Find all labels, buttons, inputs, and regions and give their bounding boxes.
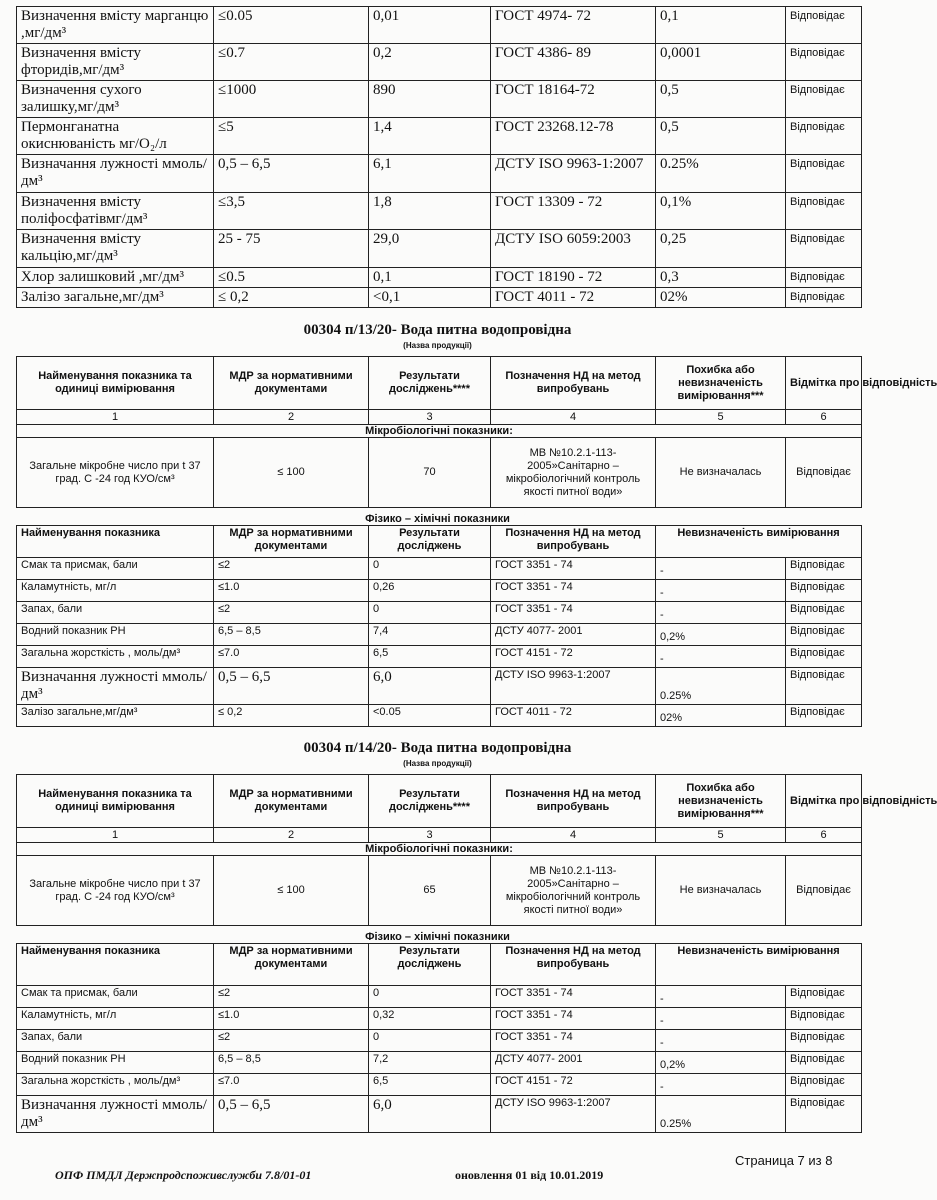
method-value: ГОСТ 3351 - 74 xyxy=(491,986,656,1008)
phys-header-name: Найменування показника xyxy=(17,526,214,558)
micro-ok: Відповідає xyxy=(786,438,862,508)
result-value: 0,1 xyxy=(369,268,491,288)
micro-result: 65 xyxy=(369,856,491,926)
compliance-value: Відповідає xyxy=(786,580,862,602)
method-value: ДСТУ ISO 9963-1:2007 xyxy=(491,1096,656,1133)
table-row xyxy=(17,7,862,44)
compliance-value: Відповідає xyxy=(786,705,862,727)
col-number: 6 xyxy=(786,828,862,843)
uncertainty-value: 0,1 xyxy=(656,7,786,44)
phys-header-result: Результати досліджень xyxy=(369,944,491,986)
mdr-value: ≤2 xyxy=(214,986,369,1008)
indicator-name: Запах, бали xyxy=(17,1030,214,1052)
col-number: 3 xyxy=(369,828,491,843)
compliance-value: Відповідає xyxy=(786,646,862,668)
mdr-value: ≤ 0,2 xyxy=(214,288,369,308)
result-value: 6,0 xyxy=(369,1096,491,1133)
result-value: 0 xyxy=(369,602,491,624)
compliance-value: Відповідає xyxy=(786,118,862,155)
col-header-ok: Відмітка про відповідність xyxy=(786,775,862,828)
phys-header-mdr: МДР за нормативними документами xyxy=(214,944,369,986)
compliance-value: Відповідає xyxy=(786,668,862,705)
micro-mdr: ≤ 100 xyxy=(214,856,369,926)
method-value: ГОСТ 3351 - 74 xyxy=(491,1008,656,1030)
mdr-value: ≤1.0 xyxy=(214,580,369,602)
method-value: ГОСТ 4386- 89 xyxy=(491,44,656,81)
micro-mdr: ≤ 100 xyxy=(214,438,369,508)
indicator-name: Хлор залишковий ,мг/дм³ xyxy=(17,268,214,288)
table-row xyxy=(17,44,862,81)
indicator-name: Визначання лужності ммоль/дм³ xyxy=(17,668,214,705)
section-1-phys-table xyxy=(16,525,862,727)
phys-header-uncert: Невизначеність вимірювання xyxy=(656,944,862,986)
uncertainty-value: 0,25 xyxy=(656,230,786,268)
table-row xyxy=(17,602,862,624)
result-value: 0,2 xyxy=(369,44,491,81)
micro-uncert: Не визначалась xyxy=(656,438,786,508)
col-header-result: Результати досліджень**** xyxy=(369,775,491,828)
method-value: ДСТУ 4077- 2001 xyxy=(491,624,656,646)
micro-section-label: Мікробіологічні показники: xyxy=(17,843,862,856)
col-header-mdr: МДР за нормативними документами xyxy=(214,357,369,410)
col-header-ok: Відмітка про відповідність xyxy=(786,357,862,410)
uncertainty-value: 02% xyxy=(656,705,786,727)
indicator-name: Визначення вмісту поліфосфатівмг/дм³ xyxy=(17,193,214,230)
col-number: 1 xyxy=(17,410,214,425)
phys-header-mdr: МДР за нормативними документами xyxy=(214,526,369,558)
result-value: 6,5 xyxy=(369,646,491,668)
page-number: Страница 7 из 8 xyxy=(735,1153,833,1168)
compliance-value: Відповідає xyxy=(786,268,862,288)
result-value: 0,26 xyxy=(369,580,491,602)
section-2-header-table xyxy=(16,774,937,926)
mdr-value: 0,5 – 6,5 xyxy=(214,155,369,193)
col-header-method: Позначення НД на метод випробувань xyxy=(491,357,656,410)
table-row xyxy=(17,986,862,1008)
uncertainty-value: 0.25% xyxy=(656,1096,786,1133)
mdr-value: ≤0.05 xyxy=(214,7,369,44)
mdr-value: ≤2 xyxy=(214,1030,369,1052)
mdr-value: 0,5 – 6,5 xyxy=(214,1096,369,1133)
indicator-name: Загальна жорсткість , моль/дм³ xyxy=(17,1074,214,1096)
compliance-value: Відповідає xyxy=(786,81,862,118)
col-number: 1 xyxy=(17,828,214,843)
result-value: 0,01 xyxy=(369,7,491,44)
col-number: 5 xyxy=(656,828,786,843)
method-value: ГОСТ 3351 - 74 xyxy=(491,1030,656,1052)
compliance-value: Відповідає xyxy=(786,1052,862,1074)
compliance-value: Відповідає xyxy=(786,44,862,81)
phys-header-name: Найменування показника xyxy=(17,944,214,986)
mdr-value: ≤3,5 xyxy=(214,193,369,230)
compliance-value: Відповідає xyxy=(786,1096,862,1133)
table-row xyxy=(17,1052,862,1074)
mdr-value: ≤0.7 xyxy=(214,44,369,81)
mdr-value: 25 - 75 xyxy=(214,230,369,268)
col-number: 2 xyxy=(214,828,369,843)
table-row xyxy=(17,580,862,602)
phys-header-method: Позначення НД на метод випробувань xyxy=(491,526,656,558)
compliance-value: Відповідає xyxy=(786,558,862,580)
top-results-table xyxy=(16,6,862,308)
table-row xyxy=(17,558,862,580)
compliance-value: Відповідає xyxy=(786,288,862,308)
mdr-value: 6,5 – 8,5 xyxy=(214,624,369,646)
result-value: 7,2 xyxy=(369,1052,491,1074)
mdr-value: 6,5 – 8,5 xyxy=(214,1052,369,1074)
method-value: ГОСТ 3351 - 74 xyxy=(491,580,656,602)
table-row xyxy=(17,705,862,727)
mdr-value: ≤0.5 xyxy=(214,268,369,288)
result-value: 7,4 xyxy=(369,624,491,646)
micro-section-label: Мікробіологічні показники: xyxy=(17,425,862,438)
footer-revision: оновлення 01 від 10.01.2019 xyxy=(455,1168,604,1182)
result-value: 1,4 xyxy=(369,118,491,155)
uncertainty-value: - xyxy=(656,1030,786,1052)
uncertainty-value: - xyxy=(656,602,786,624)
section-2-title: 00304 п/14/20- Вода питна водопровідна xyxy=(303,740,572,756)
indicator-name: Визначення сухого залишку,мг/дм³ xyxy=(17,81,214,118)
uncertainty-value: 0,2% xyxy=(656,1052,786,1074)
mdr-value: ≤2 xyxy=(214,602,369,624)
table-row xyxy=(17,1096,862,1133)
phys-section-label: Фізико – хімічні показники xyxy=(365,513,510,525)
method-value: ГОСТ 4151 - 72 xyxy=(491,1074,656,1096)
uncertainty-value: 0,2% xyxy=(656,624,786,646)
table-row xyxy=(17,268,862,288)
col-number: 6 xyxy=(786,410,862,425)
table-row xyxy=(17,118,862,155)
indicator-name: Пермонганатна окиснюваність мг/О₂/л xyxy=(17,118,214,155)
micro-method: МВ №10.2.1-113-2005»Санітарно – мікробіологічний контроль якості питної води» xyxy=(491,856,656,926)
uncertainty-value: - xyxy=(656,1008,786,1030)
micro-name: Загальне мікробне число при t 37 град. С -24 год КУО/см³ xyxy=(17,438,214,508)
indicator-name: Визначення вмісту кальцію,мг/дм³ xyxy=(17,230,214,268)
mdr-value: ≤2 xyxy=(214,558,369,580)
compliance-value: Відповідає xyxy=(786,1074,862,1096)
indicator-name: Загальна жорсткість , моль/дм³ xyxy=(17,646,214,668)
col-number: 4 xyxy=(491,828,656,843)
mdr-value: ≤ 0,2 xyxy=(214,705,369,727)
result-value: 890 xyxy=(369,81,491,118)
indicator-name: Смак та присмак, бали xyxy=(17,558,214,580)
indicator-name: Водний показник РН xyxy=(17,1052,214,1074)
phys-header-uncert: Невизначеність вимірювання xyxy=(656,526,862,558)
micro-name: Загальне мікробне число при t 37 град. С -24 год КУО/см³ xyxy=(17,856,214,926)
method-value: ДСТУ 4077- 2001 xyxy=(491,1052,656,1074)
indicator-name: Залізо загальне,мг/дм³ xyxy=(17,705,214,727)
micro-method: МВ №10.2.1-113-2005»Санітарно – мікробіологічний контроль якості питної води» xyxy=(491,438,656,508)
phys-header-method: Позначення НД на метод випробувань xyxy=(491,944,656,986)
indicator-name: Визначення вмісту фторидів,мг/дм³ xyxy=(17,44,214,81)
indicator-name: Визначення вмісту марганцю ,мг/дм³ xyxy=(17,7,214,44)
micro-result: 70 xyxy=(369,438,491,508)
table-row xyxy=(17,1030,862,1052)
compliance-value: Відповідає xyxy=(786,986,862,1008)
result-value: <0.05 xyxy=(369,705,491,727)
result-value: 6,5 xyxy=(369,1074,491,1096)
table-row xyxy=(17,1008,862,1030)
method-value: ГОСТ 4011 - 72 xyxy=(491,288,656,308)
table-row xyxy=(17,155,862,193)
phys-section-label: Фізико – хімічні показники xyxy=(365,931,510,943)
method-value: ГОСТ 4011 - 72 xyxy=(491,705,656,727)
compliance-value: Відповідає xyxy=(786,1030,862,1052)
compliance-value: Відповідає xyxy=(786,230,862,268)
result-value: <0,1 xyxy=(369,288,491,308)
mdr-value: ≤1000 xyxy=(214,81,369,118)
section-1-title: 00304 п/13/20- Вода питна водопровідна xyxy=(303,322,572,338)
table-row xyxy=(17,624,862,646)
table-row xyxy=(17,1074,862,1096)
result-value: 29,0 xyxy=(369,230,491,268)
micro-uncert: Не визначалась xyxy=(656,856,786,926)
uncertainty-value: 0.25% xyxy=(656,155,786,193)
col-number: 2 xyxy=(214,410,369,425)
method-value: ГОСТ 23268.12-78 xyxy=(491,118,656,155)
indicator-name: Каламутність, мг/л xyxy=(17,1008,214,1030)
col-header-result: Результати досліджень**** xyxy=(369,357,491,410)
uncertainty-value: - xyxy=(656,580,786,602)
uncertainty-value: - xyxy=(656,986,786,1008)
col-number: 4 xyxy=(491,410,656,425)
compliance-value: Відповідає xyxy=(786,193,862,230)
uncertainty-value: 0,5 xyxy=(656,118,786,155)
section-2-phys-table xyxy=(16,943,862,1133)
method-value: ГОСТ 18164-72 xyxy=(491,81,656,118)
col-header-method: Позначення НД на метод випробувань xyxy=(491,775,656,828)
table-row xyxy=(17,646,862,668)
indicator-name: Залізо загальне,мг/дм³ xyxy=(17,288,214,308)
method-value: ГОСТ 13309 - 72 xyxy=(491,193,656,230)
uncertainty-value: 02% xyxy=(656,288,786,308)
indicator-name: Каламутність, мг/л xyxy=(17,580,214,602)
method-value: ГОСТ 4151 - 72 xyxy=(491,646,656,668)
table-row xyxy=(17,193,862,230)
section-2-subtitle: (Назва продукції) xyxy=(403,759,472,768)
col-header-mdr: МДР за нормативними документами xyxy=(214,775,369,828)
compliance-value: Відповідає xyxy=(786,1008,862,1030)
method-value: ГОСТ 18190 - 72 xyxy=(491,268,656,288)
method-value: ГОСТ 4974- 72 xyxy=(491,7,656,44)
mdr-value: 0,5 – 6,5 xyxy=(214,668,369,705)
mdr-value: ≤5 xyxy=(214,118,369,155)
uncertainty-value: - xyxy=(656,646,786,668)
method-value: ДСТУ ISO 9963-1:2007 xyxy=(491,155,656,193)
footer-org: ОПФ ПМДЛ Держпродспоживслужби 7.8/01-01 xyxy=(55,1168,312,1182)
indicator-name: Визначання лужності ммоль/дм³ xyxy=(17,1096,214,1133)
uncertainty-value: - xyxy=(656,558,786,580)
table-row xyxy=(17,668,862,705)
result-value: 0 xyxy=(369,986,491,1008)
result-value: 0 xyxy=(369,558,491,580)
col-header-name: Найменування показника та одиниці вимірювання xyxy=(17,775,214,828)
col-header-uncert: Похибка або невизначеність вимірювання*** xyxy=(656,357,786,410)
col-number: 3 xyxy=(369,410,491,425)
compliance-value: Відповідає xyxy=(786,155,862,193)
indicator-name: Водний показник РН xyxy=(17,624,214,646)
section-1-subtitle: (Назва продукції) xyxy=(403,341,472,350)
table-row xyxy=(17,230,862,268)
indicator-name: Визначання лужності ммоль/дм³ xyxy=(17,155,214,193)
phys-header-result: Результати досліджень xyxy=(369,526,491,558)
indicator-name: Запах, бали xyxy=(17,602,214,624)
result-value: 6,0 xyxy=(369,668,491,705)
col-header-name: Найменування показника та одиниці вимірювання xyxy=(17,357,214,410)
mdr-value: ≤1.0 xyxy=(214,1008,369,1030)
result-value: 0 xyxy=(369,1030,491,1052)
uncertainty-value: 0,5 xyxy=(656,81,786,118)
compliance-value: Відповідає xyxy=(786,7,862,44)
uncertainty-value: 0,3 xyxy=(656,268,786,288)
method-value: ГОСТ 3351 - 74 xyxy=(491,602,656,624)
result-value: 6,1 xyxy=(369,155,491,193)
uncertainty-value: 0,0001 xyxy=(656,44,786,81)
result-value: 0,32 xyxy=(369,1008,491,1030)
col-number: 5 xyxy=(656,410,786,425)
mdr-value: ≤7.0 xyxy=(214,1074,369,1096)
uncertainty-value: 0.25% xyxy=(656,668,786,705)
uncertainty-value: - xyxy=(656,1074,786,1096)
compliance-value: Відповідає xyxy=(786,602,862,624)
table-row xyxy=(17,81,862,118)
section-1-header-table xyxy=(16,356,937,508)
mdr-value: ≤7.0 xyxy=(214,646,369,668)
micro-ok: Відповідає xyxy=(786,856,862,926)
compliance-value: Відповідає xyxy=(786,624,862,646)
method-value: ДСТУ ISO 6059:2003 xyxy=(491,230,656,268)
col-header-uncert: Похибка або невизначеність вимірювання*** xyxy=(656,775,786,828)
result-value: 1,8 xyxy=(369,193,491,230)
table-row xyxy=(17,288,862,308)
indicator-name: Смак та присмак, бали xyxy=(17,986,214,1008)
method-value: ГОСТ 3351 - 74 xyxy=(491,558,656,580)
method-value: ДСТУ ISO 9963-1:2007 xyxy=(491,668,656,705)
uncertainty-value: 0,1% xyxy=(656,193,786,230)
